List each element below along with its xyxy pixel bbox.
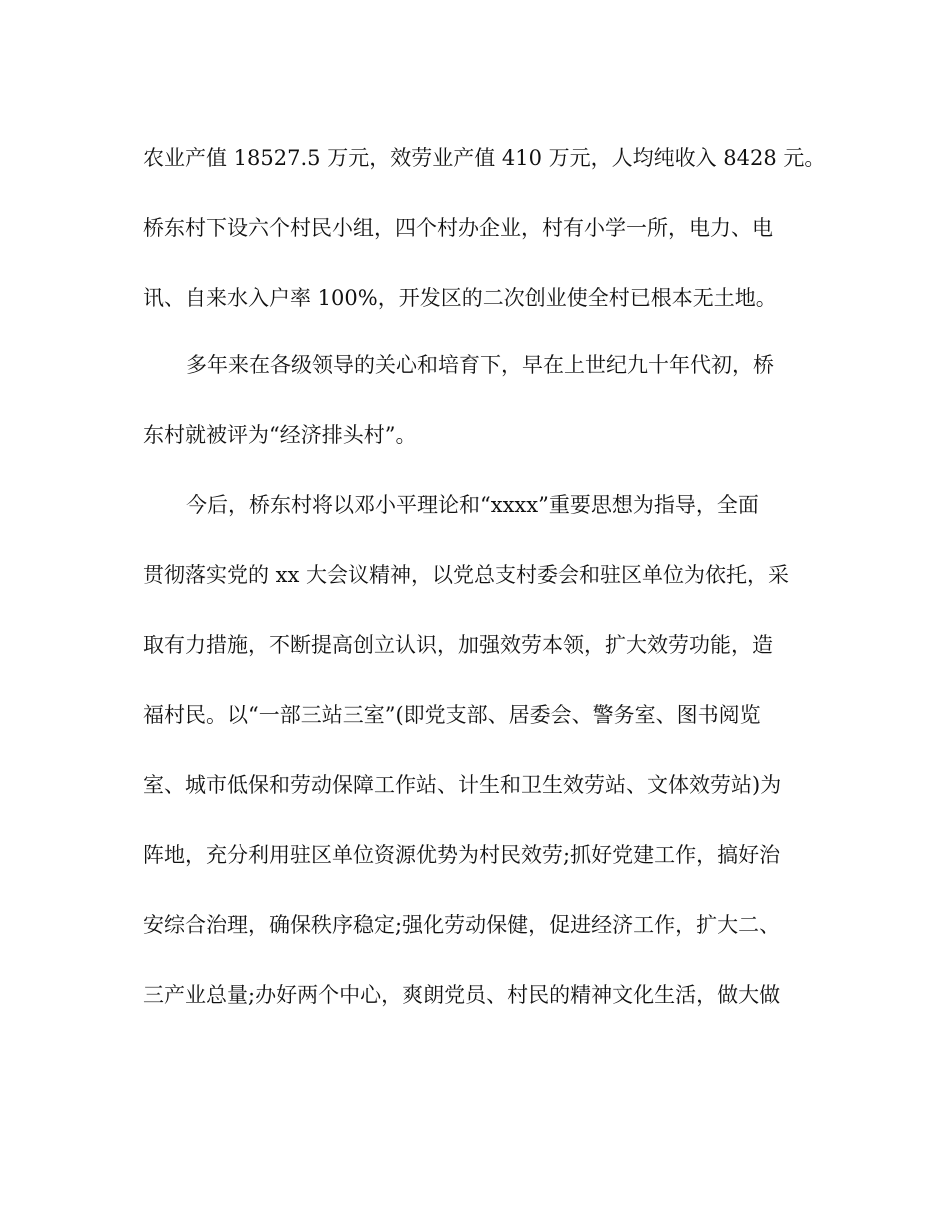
text-line: 室、城市低保和劳动保障工作站、计生和卫生效劳站、文体效劳站)为 [143, 773, 782, 797]
text-line: 东村就被评为“经济排头村”。 [143, 423, 417, 447]
text-line: 贯彻落实党的 xx 大会议精神，以党总支村委会和驻区单位为依托，采 [143, 563, 790, 587]
text-line: 阵地，充分利用驻区单位资源优势为村民效劳;抓好党建工作，搞好治 [143, 843, 781, 867]
text-line: 三产业总量;办好两个中心，爽朗党员、村民的精神文化生活，做大做 [143, 983, 781, 1007]
text-line: 农业产值 18527.5 万元，效劳业产值 410 万元，人均纯收入 8428 元。 [143, 146, 826, 170]
text-line: 安综合治理，确保秩序稳定;强化劳动保健，促进经济工作，扩大二、 [143, 913, 781, 937]
text-line: 今后，桥东村将以邓小平理论和“xxxx”重要思想为指导，全面 [186, 493, 759, 517]
text-line: 取有力措施，不断提高创立认识，加强效劳本领，扩大效劳功能，造 [143, 633, 773, 657]
text-line: 桥东村下设六个村民小组，四个村办企业，村有小学一所，电力、电 [143, 216, 773, 240]
text-line: 多年来在各级领导的关心和培育下，早在上世纪九十年代初，桥 [186, 353, 774, 377]
text-line: 讯、自来水入户率 100%，开发区的二次创业使全村已根本无土地。 [143, 286, 777, 310]
text-line: 福村民。以“一部三站三室”(即党支部、居委会、警务室、图书阅览 [143, 703, 761, 727]
